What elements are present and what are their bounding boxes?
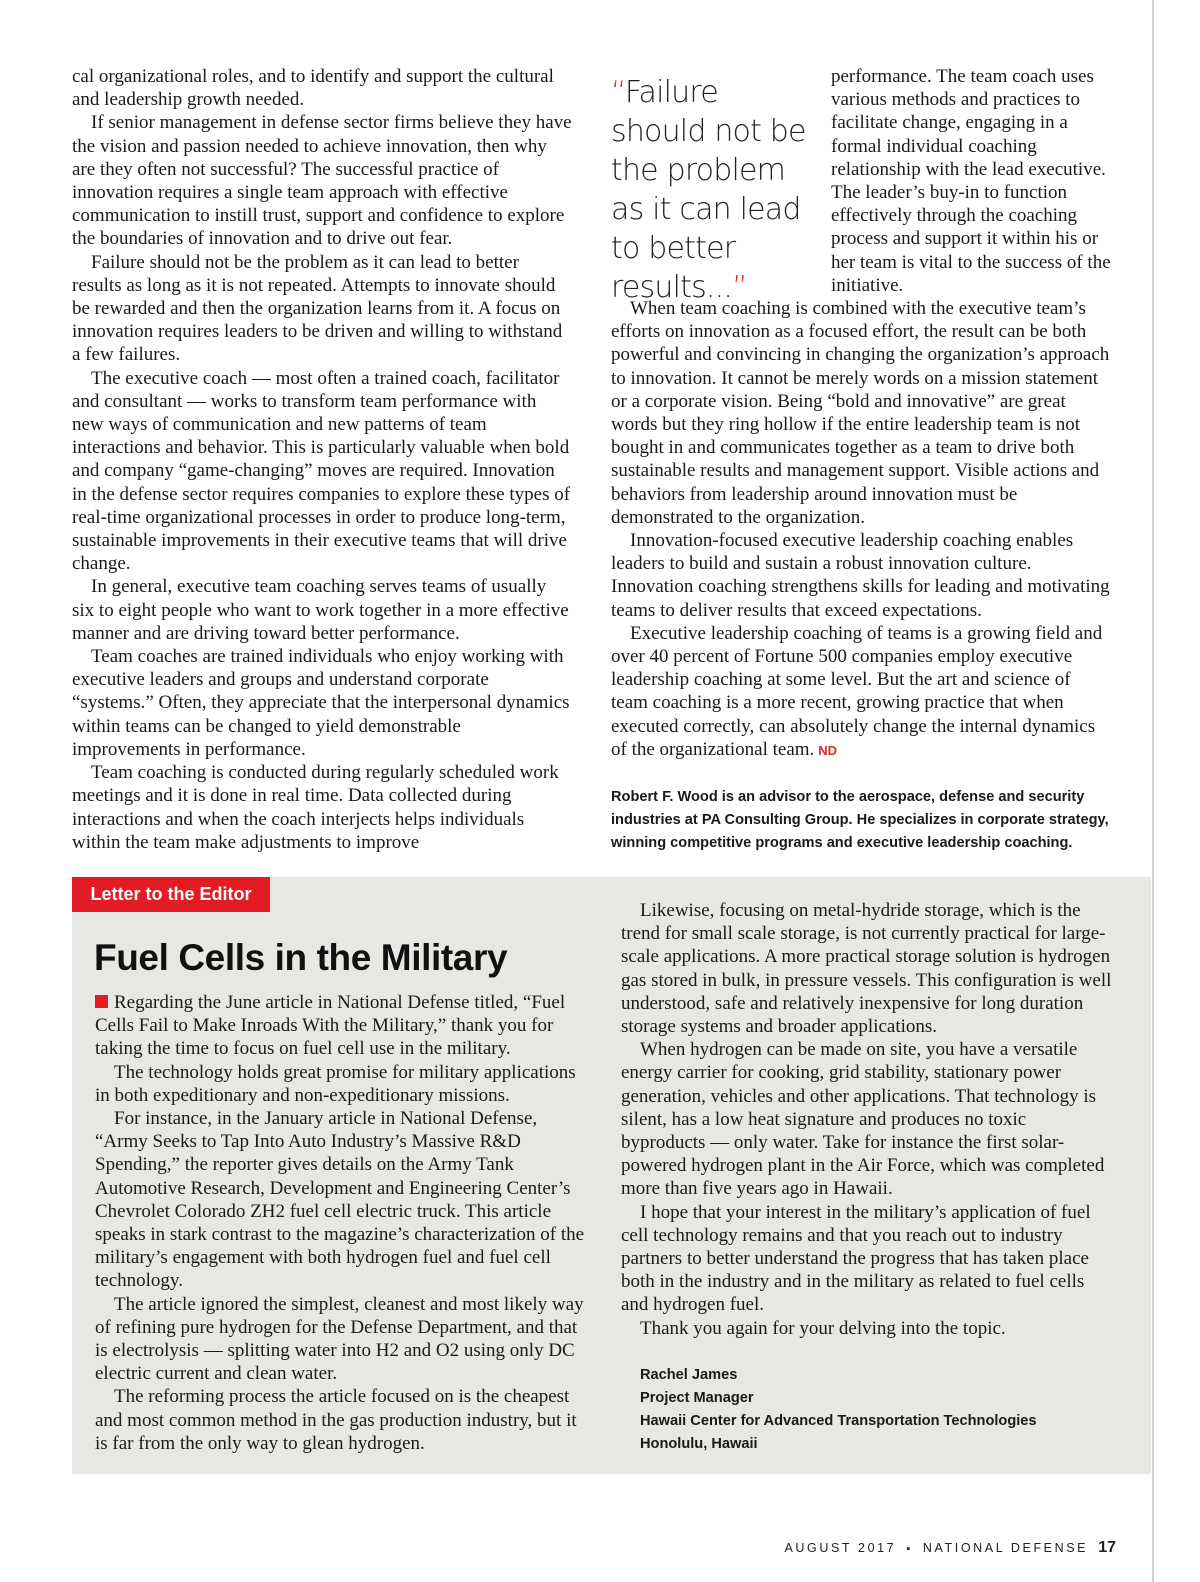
letter-paragraph: The technology holds great promise for military applications in both expeditionary and non-expeditionary missions. xyxy=(95,1061,576,1106)
footer-month: AUGUST 2017 xyxy=(784,1541,897,1555)
letter-tag: Letter to the Editor xyxy=(72,877,270,912)
article-paragraph: The executive coach — most often a trained coach, facilitator and consultant — works to transform team performance with new ways of communication and new patterns of team interactions and behavior. This is particularly valuable when bold and company “game-changing” moves are required. Innovation in the defense sector requires companies to explore these types of real-time organizational processes in order to produce long-term, sustainable improvements in their executive teams that will drive change. xyxy=(72,367,571,575)
letter-paragraph-text: Regarding the June article in National Defense titled, “Fuel Cells Fail to Make Inroads With the Military,” thank you for taking the time to focus on fuel cell use in the military. xyxy=(95,992,566,1060)
pull-quote-text: Failure should not be the problem as it can lead to better results... xyxy=(611,75,806,305)
article-left-column xyxy=(72,65,572,854)
pull-quote xyxy=(611,73,811,307)
article-paragraph: In general, executive team coaching serves teams of usually six to eight people who want to work together in a more effective manner and are driving toward better performance. xyxy=(72,576,569,644)
page-edge xyxy=(1152,0,1154,1582)
footer-separator: ▪ xyxy=(906,1543,913,1555)
signature-role: Project Manager xyxy=(640,1390,754,1406)
page-number: 17 xyxy=(1098,1539,1116,1556)
article-beside-quote xyxy=(831,65,1111,297)
article-paragraph: performance. The team coach uses various methods and practices to facilitate change, engaging in a formal individual coaching relationship with the lead executive. The leader’s buy-in to function effectively through the coaching process and support it within his or her team is vital to the success of the initiative. xyxy=(831,66,1111,296)
article-paragraph: cal organizational roles, and to identify and support the cultural and leadership growth needed. xyxy=(72,66,554,111)
article-paragraph: Innovation-focused executive leadership coaching enables leaders to build and sustain a robust innovation culture. Innovation coaching strengthens skills for leading and motivating teams to deliver results that exceed expectations. xyxy=(611,530,1110,621)
letter-paragraph: For instance, in the January article in National Defense, “Army Seeks to Tap Into Auto Industry’s Massive R&D Spending,” the reporter gives details on the Army Tank Automotive Research, Development and Engineering Center’s Chevrolet Colorado ZH2 fuel cell electric truck. This article speaks in stark contrast to the magazine’s characterization of the military’s engagement with both hydrogen fuel and fuel cell technology. xyxy=(95,1108,585,1292)
footer-publication: NATIONAL DEFENSE xyxy=(922,1541,1089,1555)
end-mark: ND xyxy=(818,742,838,758)
article-paragraph: Team coaches are trained individuals who enjoy working with executive leaders and groups and understand corporate “systems.” Often, they appreciate that the interpersonal dynamics within teams can be changed to yield demonstrable improvements in performance. xyxy=(72,646,570,760)
square-bullet-icon xyxy=(95,995,108,1008)
article-paragraph: When team coaching is combined with the executive team’s efforts on innovation as a focused effort, the result can be both powerful and convincing in changing the organization’s approach to innovation. It cannot be merely words on a mission statement or a corporate vision. Being “bold and innovative” are great words but they ring hollow if the entire leadership team is not bought in and communicates together as a team to drive both sustainable results and management support. Visible actions and behaviors from leadership around innovation must be demonstrated to the organization. xyxy=(611,298,1110,528)
article-paragraph xyxy=(611,622,1111,762)
letter-paragraph: When hydrogen can be made on site, you have a versatile energy carrier for cooking, grid stability, stationary power generation, vehicles and other applications. That technology is silent, has a low heat signature and produces no toxic byproducts — only water. Take for instance the first solar-powered hydrogen plant in the Air Force, which was completed more than five years ago in Hawaii. xyxy=(621,1039,1105,1200)
letter-paragraph: Likewise, focusing on metal-hydride storage, which is the trend for small scale storage, is not currently practical for large-scale applications. A more practical storage solution is hydrogen gas stored in bulk, in pressure vessels. This configuration is well understood, safe and relatively inexpensive for long duration storage systems and broader applications. xyxy=(621,900,1112,1038)
letter-paragraph: Thank you again for your delving into the topic. xyxy=(640,1317,1006,1339)
article-paragraph: Team coaching is conducted during regularly scheduled work meetings and it is done in real time. Data collected during interactions and when the coach interjects helps individuals within the team make adjustments to improve xyxy=(72,762,559,853)
open-quote-mark: “ xyxy=(611,75,625,110)
article-paragraph: Failure should not be the problem as it can lead to better results as long as it is not repeated. Attempts to innovate should be rewarded and then the organization learns from it. A focus on innovation requires leaders to be driven and willing to withstand a few failures. xyxy=(72,251,563,366)
signature-org: Hawaii Center for Advanced Transportation Technologies xyxy=(640,1413,1037,1429)
letter-paragraph: I hope that your interest in the military’s application of fuel cell technology remains and that you reach out to industry partners to better understand the progress that has taken place both in the industry and in the military as related to fuel cells and hydrogen fuel. xyxy=(621,1201,1091,1316)
signature-name: Rachel James xyxy=(640,1367,738,1383)
letter-paragraph: The article ignored the simplest, cleanest and most likely way of refining pure hydrogen for the Defense Department, and that is electrolysis — splitting water into H2 and O2 using only DC electric current and clean water. xyxy=(95,1293,584,1385)
page-footer xyxy=(784,1539,1116,1557)
letter-left-column xyxy=(95,991,588,1455)
author-bio: Robert F. Wood is an advisor to the aerospace, defense and security industries at PA Consulting Group. He specializes in corporate strategy, winning competitive programs and executive leadership coaching. xyxy=(611,789,1109,851)
letter-paragraph xyxy=(95,991,588,1061)
article-paragraph: If senior management in defense sector firms believe they have the vision and passion needed to achieve innovation, then why are they often not successful? The successful practice of innovation requires a single team approach with effective communication to instill trust, support and confidence to explore the boundaries of innovation and to drive out fear. xyxy=(72,112,572,250)
pullquote-area xyxy=(611,65,1111,305)
article-right-column xyxy=(611,297,1111,762)
close-quote-mark: ” xyxy=(732,270,747,305)
letter-paragraph: The reforming process the article focused on is the cheapest and most common method in the gas production industry, but it is far from the only way to glean hydrogen. xyxy=(95,1386,577,1454)
article-paragraph-text: Executive leadership coaching of teams is a growing field and over 40 percent of Fortune 500 companies employ executive leadership coaching at some level. But the art and science of team coaching is a more recent, growing practice that when executed correctly, can absolutely change the internal dynamics of the organizational team. xyxy=(611,622,1103,760)
letter-title: Fuel Cells in the Military xyxy=(94,937,508,978)
letter-right-column xyxy=(621,899,1113,1340)
signature-location: Honolulu, Hawaii xyxy=(640,1436,758,1452)
letter-signature xyxy=(640,1364,1100,1456)
